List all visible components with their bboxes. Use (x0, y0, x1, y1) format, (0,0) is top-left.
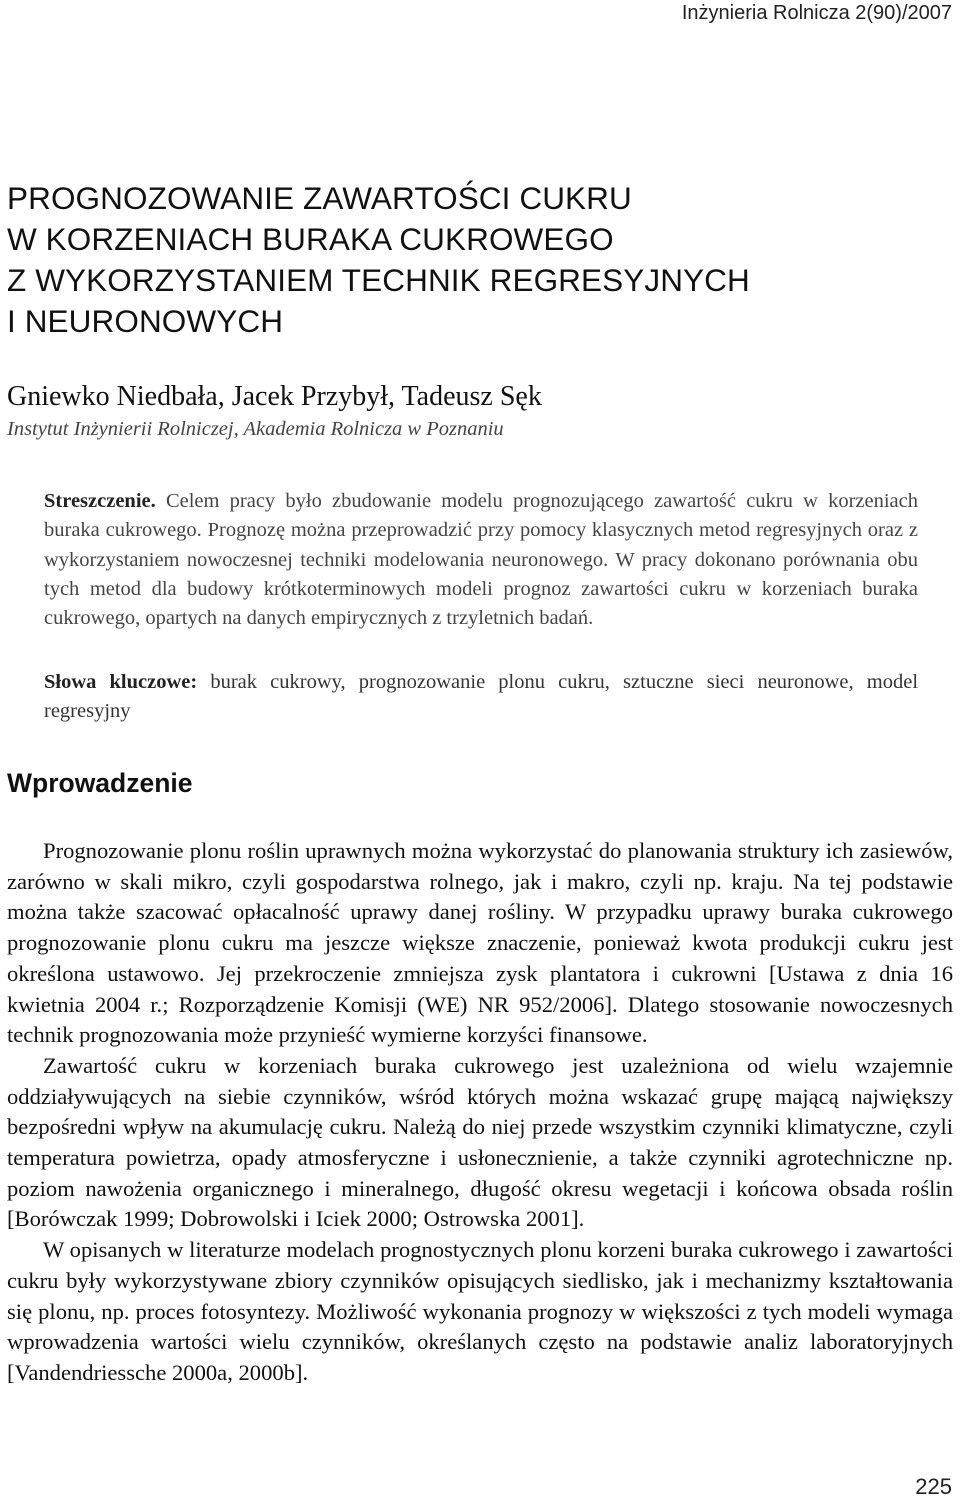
section-heading: Wprowadzenie (7, 768, 193, 798)
title-line: Z WYKORZYSTANIEM TECHNIK REGRESYJNYCH (7, 262, 750, 298)
page-number: 225 (915, 1474, 952, 1499)
article-title (7, 178, 952, 342)
keywords-label: Słowa kluczowe: (44, 671, 198, 693)
section-body (7, 836, 953, 1389)
paragraph: Prognozowanie plonu roślin uprawnych można wykorzystać do planowania struktury ich zasiewów, zarówno w skali mikro, czyli gospodarstwa rolnego, jak i makro, czyli np. kraju. Na tej podstawie można także szacować opłacalność uprawy danej rośliny. W przypadku uprawy buraka cukrowego prognozowanie plonu cukru ma jeszcze większe znaczenie, ponieważ kwota produkcji cukru jest określona ustawowo. Jej przekroczenie zmniejsza zysk plantatora i cukrowni [Ustawa z dnia 16 kwietnia 2004 r.; Rozporządzenie Komisji (WE) NR 952/2006]. Dlatego stosowanie nowoczesnych technik prognozowania może przynieść wymierne korzyści finansowe. (7, 838, 953, 1048)
authors: Gniewko Niedbała, Jacek Przybył, Tadeusz Sęk (7, 381, 542, 412)
abstract (44, 487, 918, 633)
abstract-label: Streszczenie. (44, 490, 156, 512)
abstract-text: Celem pracy było zbudowanie modelu prognozującego zawartość cukru w korzeniach buraka cukrowego. Prognozę można przeprowadzić przy pomocy klasycznych metod regresyjnych oraz z wykorzystaniem nowoczesnej techniki modelowania neuronowego. W pracy dokonano porównania obu tych metod dla budowy krótkoterminowych modeli prognoz zawartości cukru w korzeniach buraka cukrowego, opartych na danych empirycznych z trzyletnich badań. (44, 490, 918, 630)
paragraph: W opisanych w literaturze modelach prognostycznych plonu korzeni buraka cukrowego i zawartości cukru były wykorzystywane zbiory czynników opisujących siedlisko, jak i mechanizmy kształtowania się plonu, np. proces fotosyntezy. Możliwość wykonania prognozy w większości z tych modeli wymaga wprowadzenia wartości wielu czynników, określanych często na podstawie analiz laboratoryjnych [Vandendriessche 2000a, 2000b]. (7, 1237, 953, 1385)
title-line: PROGNOZOWANIE ZAWARTOŚCI CUKRU (7, 180, 632, 216)
affiliation: Instytut Inżynierii Rolniczej, Akademia Rolnicza w Poznaniu (7, 418, 504, 440)
title-line: I NEURONOWYCH (7, 303, 284, 339)
paragraph: Zawartość cukru w korzeniach buraka cukrowego jest uzależniona od wielu wzajemnie oddziaływujących na siebie czynników, wśród których można wskazać grupę mającą największy bezpośredni wpływ na akumulację cukru. Należą do niej przede wszystkim czynniki klimatyczne, czyli temperatura powietrza, opady atmosferyczne i usłonecznienie, a także czynniki agrotechniczne np. poziom nawożenia organicznego i mineralnego, długość okresu wegetacji i końcowa obsada roślin [Borówczak 1999; Dobrowolski i Iciek 2000; Ostrowska 2001]. (7, 1052, 953, 1232)
title-line: W KORZENIACH BURAKA CUKROWEGO (7, 221, 614, 257)
journal-header: Inżynieria Rolnicza 2(90)/2007 (681, 2, 952, 24)
keywords (44, 668, 918, 727)
keywords-text: burak cukrowy, prognozowanie plonu cukru, sztuczne sieci neuronowe, model regresyjny (44, 671, 919, 723)
